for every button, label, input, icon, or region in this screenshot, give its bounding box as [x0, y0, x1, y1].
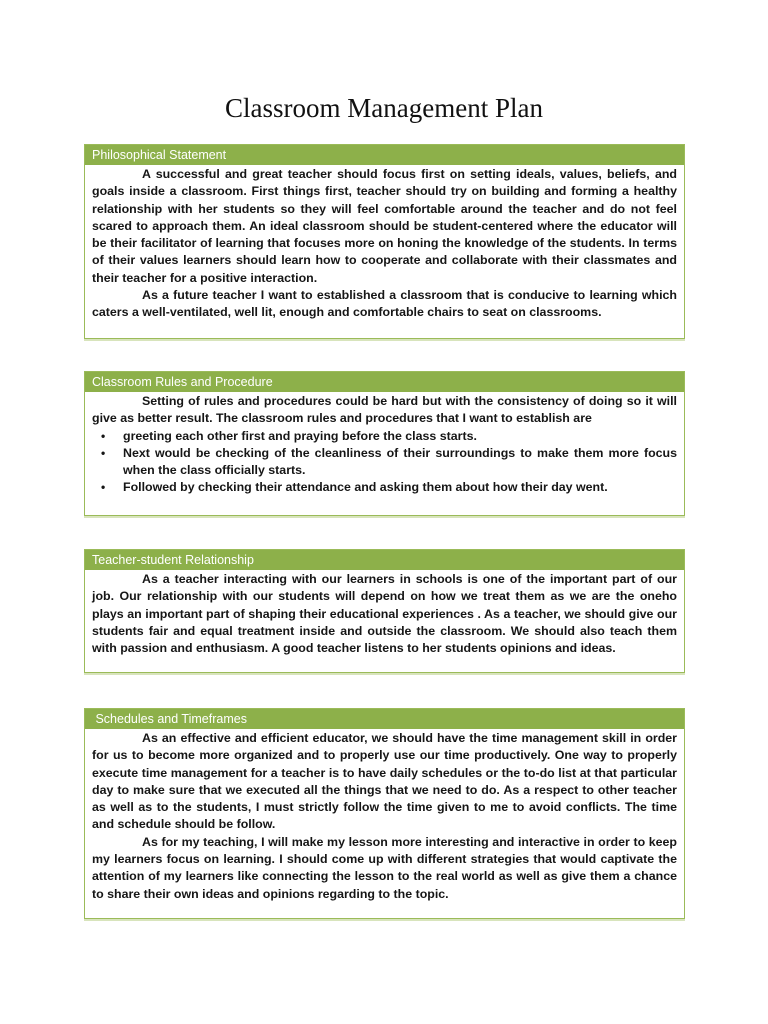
- section-classroom-rules: [84, 371, 685, 516]
- list-item-text: greeting each other first and praying before the class starts.: [123, 428, 477, 443]
- list-item-text: Next would be checking of the cleanliness of their surroundings to make them more focus when the class officially starts.: [123, 445, 677, 478]
- paragraph: As an effective and efficient educator, we should have the time management skill in order for us to become more organized and to properly use our time productively. One way to properly execute time management for a teacher is to have daily schedules or the to-do list at that particular day to make sure that we executed all the things that we need to do. As a respect to other teacher as well as to the students, I must strictly follow the time given to me to avoid conflicts. The time and schedule should be follow.: [92, 731, 677, 832]
- section-body: [85, 392, 684, 497]
- bullet-icon: •: [101, 480, 106, 495]
- paragraph: As a teacher interacting with our learners in schools is one of the important part of our job. Our relationship with our students will depend on how we treat them as we are the oneho plays an important part of shaping their educational experiences . As a teacher, we should give our students fair and equal treatment inside and outside the classroom. We should also teach them with passion and enthusiasm. A good teacher listens to her students opinions and ideas.: [92, 572, 677, 656]
- section-heading: Teacher-student Relationship: [85, 550, 684, 570]
- list-item: [92, 428, 677, 445]
- list-item-text: Followed by checking their attendance and asking them about how their day went.: [123, 480, 608, 495]
- section-heading: Schedules and Timeframes: [85, 709, 684, 729]
- section-schedules-and-timeframes: [84, 708, 685, 919]
- rules-list: [92, 428, 677, 497]
- paragraph: Setting of rules and procedures could be hard but with the consistency of doing so it will give as better result. The classroom rules and procedures that I want to establish are: [92, 394, 677, 426]
- document-title: Classroom Management Plan: [225, 93, 543, 123]
- section-philosophical-statement: [84, 144, 685, 339]
- paragraph: A successful and great teacher should focus first on setting ideals, values, beliefs, and goals inside a classroom. First things first, teacher should try on building and forming a healthy relationship with her students so they will feel comfortable around the teacher and do not feel scared to approach them. An ideal classroom should be student-centered where the educator will be their facilitator of learning that focuses more on honing the knowledge of the students. In terms of their values learners should learn how to cooperate and collaborate with their classmates and their teacher for a positive interaction.: [92, 167, 677, 285]
- bullet-icon: •: [101, 428, 106, 443]
- section-teacher-student-relationship: [84, 549, 685, 673]
- section-body: [85, 570, 684, 657]
- bullet-icon: •: [101, 445, 106, 460]
- paragraph: As for my teaching, I will make my lesson more interesting and interactive in order to keep my learners focus on learning. I should come up with different strategies that would captivate the attention of my learners like connecting the lesson to the real world as well as give them a chance to share their own ideas and opinions regarding to the topic.: [92, 834, 677, 901]
- paragraph: As a future teacher I want to established a classroom that is conducive to learning which caters a well-ventilated, well lit, enough and comfortable chairs to seat on classrooms.: [92, 288, 677, 320]
- section-body: [85, 165, 684, 322]
- list-item: [92, 445, 677, 480]
- section-heading: Classroom Rules and Procedure: [85, 372, 684, 392]
- section-heading: Philosophical Statement: [85, 145, 684, 165]
- list-item: [92, 479, 677, 496]
- section-body: [85, 729, 684, 903]
